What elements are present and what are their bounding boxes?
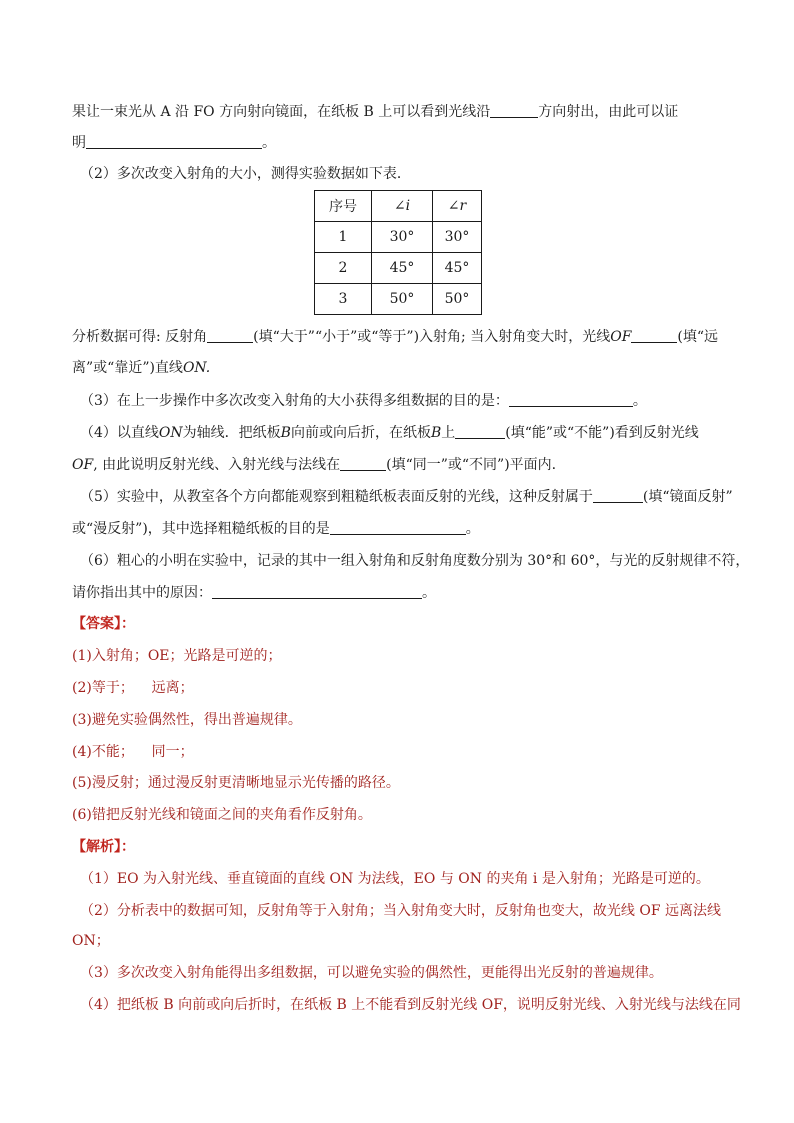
q1-line-1: [72, 102, 732, 122]
answer-item: (5)漫反射；通过漫反射更清晰地显示光传播的路径。: [72, 775, 400, 791]
q4-line-1: （4）以直线ON为轴线．把纸板B向前或向后折，在纸板B上 (填“能”或“不能”)看到反射光线: [80, 425, 699, 441]
q6-line-1: （6）粗心的小明在实验中，记录的其中一组入射角和反射角度数分别为 30°和 60°，与光的反射规律不符，: [80, 553, 750, 569]
table-cell: 30°: [372, 222, 433, 253]
answer-blank: [455, 424, 505, 439]
table-header: ∠i: [372, 191, 433, 222]
data-table: [314, 190, 482, 315]
answer-item: (3)避免实验偶然性，得出普遍规律。: [72, 712, 302, 728]
q5-line-1: （5）实验中，从教室各个方向都能观察到粗糙纸板表面反射的光线，这种反射属于 (填“镜面反射”: [80, 489, 733, 505]
table-cell: 45°: [372, 253, 433, 284]
q2-line-2: 离”或“靠近”)直线ON.: [72, 360, 211, 376]
answer-heading: 【答案】：: [72, 616, 135, 632]
table-cell: 45°: [433, 253, 482, 284]
q1-line-2: [72, 133, 732, 153]
table-row: [315, 253, 482, 284]
answer-blank: [509, 392, 633, 407]
q2-line-1: 分析数据可得: 反射角 (填“大于”“小于”或“等于”)入射角; 当入射角变大时，光线OF (填“远: [72, 329, 719, 345]
table-cell: 30°: [433, 222, 482, 253]
table-header: 序号: [315, 191, 372, 222]
table-row: [315, 222, 482, 253]
answer-item: (6)错把反射光线和镜面之间的夹角看作反射角。: [72, 807, 372, 823]
analysis-item: （3）多次改变入射角能得出多组数据，可以避免实验的偶然性，更能得出光反射的普遍规律。: [80, 965, 663, 981]
answer-blank: [212, 584, 422, 599]
table-row: [315, 284, 482, 315]
q1-text-d: 。: [262, 135, 276, 151]
answer-item: (4)不能； 同一；: [72, 744, 194, 760]
answer-blank: [631, 328, 677, 343]
q3-line: （3）在上一步操作中多次改变入射角的大小获得多组数据的目的是： 。: [80, 393, 647, 409]
q6-line-2: 请你指出其中的原因： 。: [72, 585, 436, 601]
q1-text-a: 果让一束光从 A 沿 FO 方向射向镜面，在纸板 B 上可以看到光线沿: [72, 104, 491, 120]
answer-item: (2)等于； 远离；: [72, 680, 194, 696]
table-cell: 3: [315, 284, 372, 315]
q1-text-c: 明: [72, 135, 86, 151]
q4-line-2: OF, 由此说明反射光线、入射光线与法线在 (填“同一”或“不同”)平面内.: [72, 457, 557, 473]
analysis-item: （4）把纸板 B 向前或向后折时，在纸板 B 上不能看到反射光线 OF，说明反射光线、入射光线与法线在同: [80, 997, 741, 1013]
q1-text-b: 方向射出，由此可以证: [538, 104, 679, 120]
analysis-item: （2）分析表中的数据可知，反射角等于入射角；当入射角变大时，反射角也变大，故光线 OF 远离法线: [80, 903, 721, 919]
answer-blank: [490, 103, 538, 118]
analysis-heading: 【解析】：: [72, 839, 135, 855]
q2-intro: （2）多次改变入射角的大小，测得实验数据如下表．: [80, 166, 411, 182]
answer-blank: [207, 328, 253, 343]
answer-item: (1)入射角；OE；光路是可逆的；: [72, 648, 282, 664]
table-cell: 2: [315, 253, 372, 284]
table-cell: 50°: [433, 284, 482, 315]
table-header-row: [315, 191, 482, 222]
answer-blank: [86, 134, 262, 149]
table-header: ∠r: [433, 191, 482, 222]
table-cell: 1: [315, 222, 372, 253]
answer-blank: [340, 456, 386, 471]
analysis-item: ON；: [72, 933, 110, 949]
analysis-item: （1）EO 为入射光线、垂直镜面的直线 ON 为法线，EO 与 ON 的夹角 i 是入射角；光路是可逆的。: [80, 871, 710, 887]
answer-blank: [593, 488, 643, 503]
table-cell: 50°: [372, 284, 433, 315]
answer-blank: [330, 520, 466, 535]
q5-line-2: 或“漫反射”)，其中选择粗糙纸板的目的是 。: [72, 521, 480, 537]
